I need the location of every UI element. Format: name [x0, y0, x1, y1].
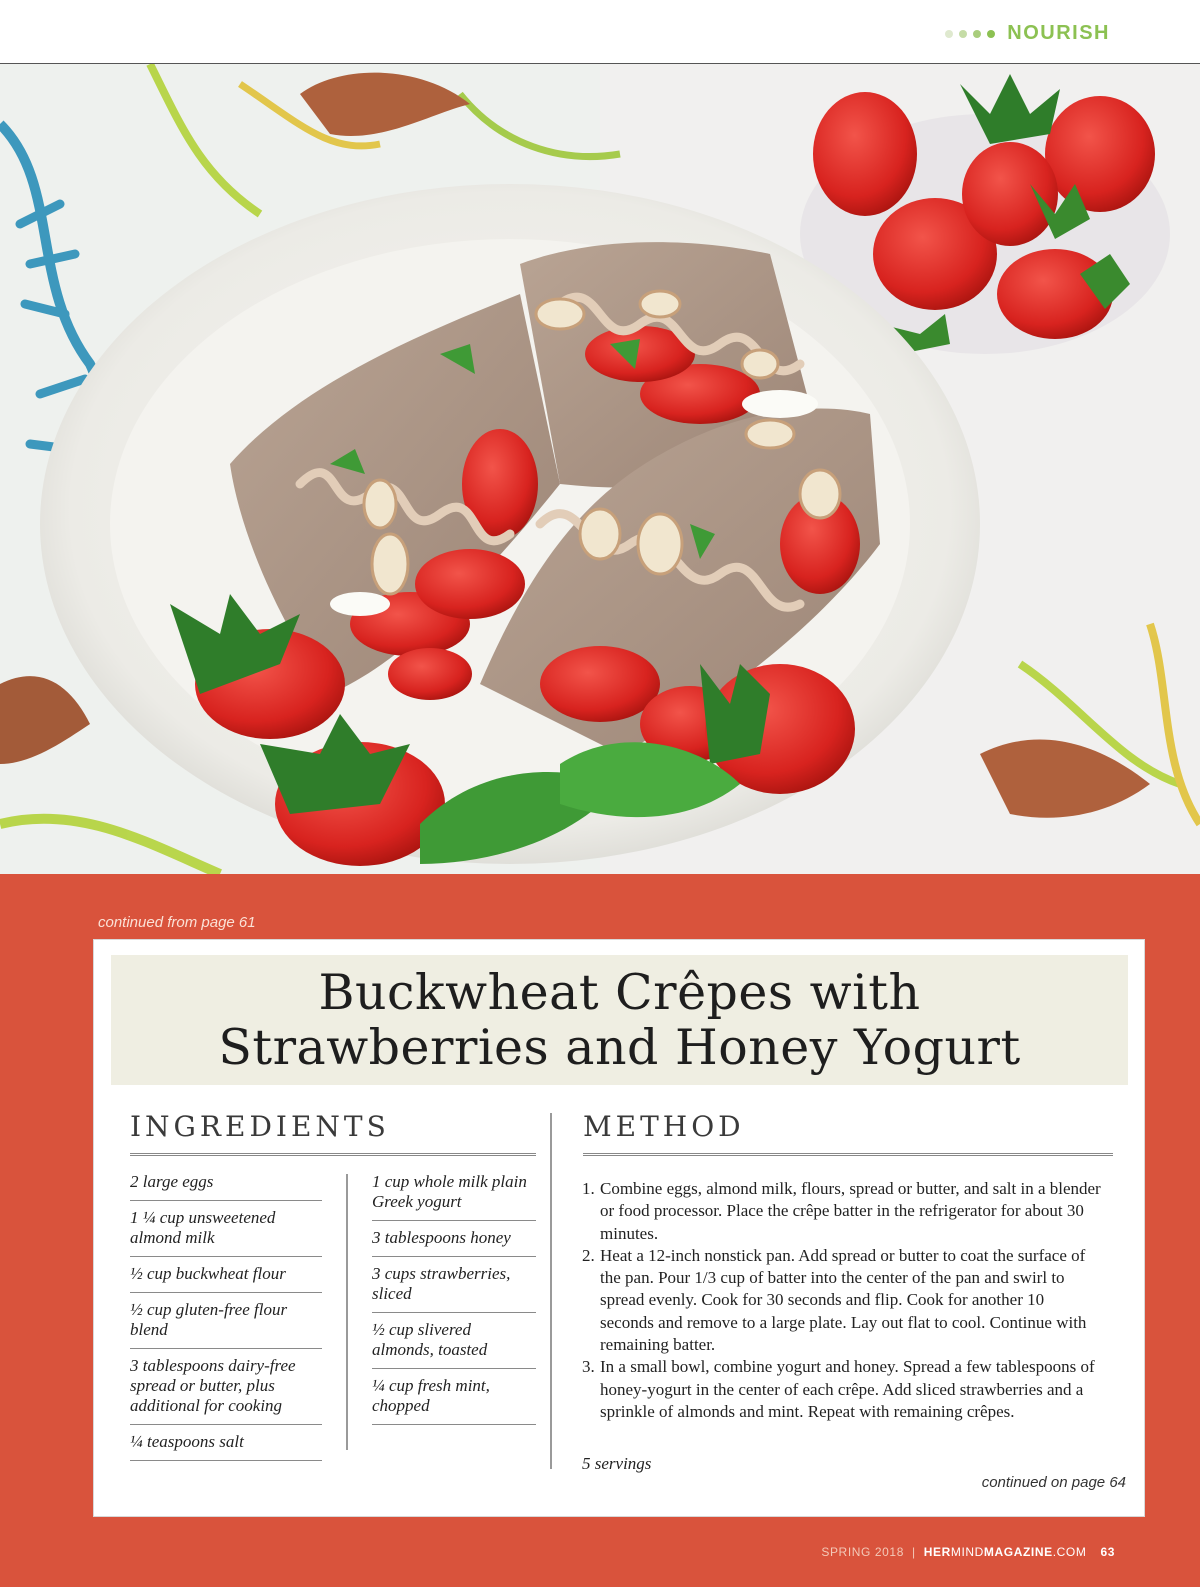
method-column-divider — [550, 1113, 552, 1469]
ingredients-heading: INGREDIENTS — [130, 1110, 390, 1143]
method-heading-rule — [583, 1153, 1113, 1156]
ingredient-item: ¼ teaspoons salt — [130, 1425, 322, 1461]
ingredient-item: 2 large eggs — [130, 1165, 322, 1201]
method-step — [582, 1178, 1102, 1245]
recipe-title-band — [111, 955, 1128, 1085]
brand-magazine: MAGAZINE — [983, 1545, 1053, 1559]
ingredient-item: 1 ¼ cup unsweetened almond milk — [130, 1201, 322, 1257]
method-steps — [582, 1178, 1102, 1423]
ingredients-heading-rule — [130, 1153, 536, 1156]
method-step-number: 1. — [582, 1179, 595, 1198]
ingredients-list-2 — [372, 1165, 536, 1425]
dot-icon — [987, 30, 995, 38]
ingredient-item: 3 tablespoons honey — [372, 1221, 536, 1257]
method-step — [582, 1245, 1102, 1356]
method-step-number: 3. — [582, 1357, 595, 1377]
ingredient-item: 1 cup whole milk plain Greek yogurt — [372, 1165, 536, 1221]
page-header — [0, 0, 1200, 64]
method-heading: METHOD — [583, 1110, 745, 1143]
ingredient-item: ½ cup gluten-free flour blend — [130, 1293, 322, 1349]
method-step — [582, 1356, 1102, 1423]
ingredients-column-divider — [346, 1174, 348, 1450]
brand-mind: MIND — [950, 1545, 984, 1559]
footer-separator: | — [911, 1545, 916, 1559]
crepes-photo-illustration — [0, 64, 1200, 874]
recipe-card — [93, 939, 1145, 1517]
dot-icon — [945, 30, 953, 38]
dot-icon — [959, 30, 967, 38]
page-footer — [821, 1545, 1115, 1559]
continued-from-note: continued from page 61 — [98, 914, 256, 931]
servings: 5 servings — [582, 1454, 652, 1473]
recipe-photo — [0, 64, 1200, 874]
continued-on-note: continued on page 64 — [981, 1474, 1126, 1491]
section-tag — [945, 22, 1110, 45]
brand-com: .COM — [1052, 1545, 1087, 1559]
section-label: NOURISH — [1007, 22, 1110, 44]
method-step-text: In a small bowl, combine yogurt and honey. Spread a few tablespoons of honey-yogurt in the center of each crêpe. Add sliced strawberries and a sprinkle of almonds and mint. Repeat with remaining crêpes. — [600, 1357, 1095, 1421]
method-step-number: 2. — [582, 1245, 595, 1265]
ingredient-item: ½ cup buckwheat flour — [130, 1257, 322, 1293]
recipe-title-line-1: Buckwheat Crêpes with — [318, 964, 921, 1021]
ingredient-item: ¼ cup fresh mint, chopped — [372, 1369, 536, 1425]
method-step-text: Combine eggs, almond milk, flours, spread or butter, and salt in a blender or food processor. Place the crêpe batter in the refrigerator for about 30 minutes. — [600, 1179, 1101, 1243]
brand-her: HER — [923, 1545, 951, 1559]
ingredient-item: 3 cups strawberries, sliced — [372, 1257, 536, 1313]
issue-label: SPRING 2018 — [821, 1545, 904, 1559]
ingredient-item: ½ cup slivered almonds, toasted — [372, 1313, 536, 1369]
recipe-title-line-2: Strawberries and Honey Yogurt — [218, 1019, 1021, 1076]
page-number: 63 — [1100, 1545, 1115, 1559]
method-step-text: Heat a 12-inch nonstick pan. Add spread or butter to coat the surface of the pan. Pour 1/3 cup of batter into the center of the pan and swirl to spread evenly. Cook for 30 seconds and flip. Cook for another 10 seconds and remove to a large plate. Lay out flat to cool. Continue with remaining batter. — [600, 1245, 1087, 1355]
dot-icon — [973, 30, 981, 38]
magazine-brand — [924, 1545, 1087, 1559]
ingredients-list-1 — [130, 1165, 322, 1461]
recipe-panel — [0, 874, 1200, 1587]
ingredient-item: 3 tablespoons dairy-free spread or butter, plus additional for cooking — [130, 1349, 322, 1425]
